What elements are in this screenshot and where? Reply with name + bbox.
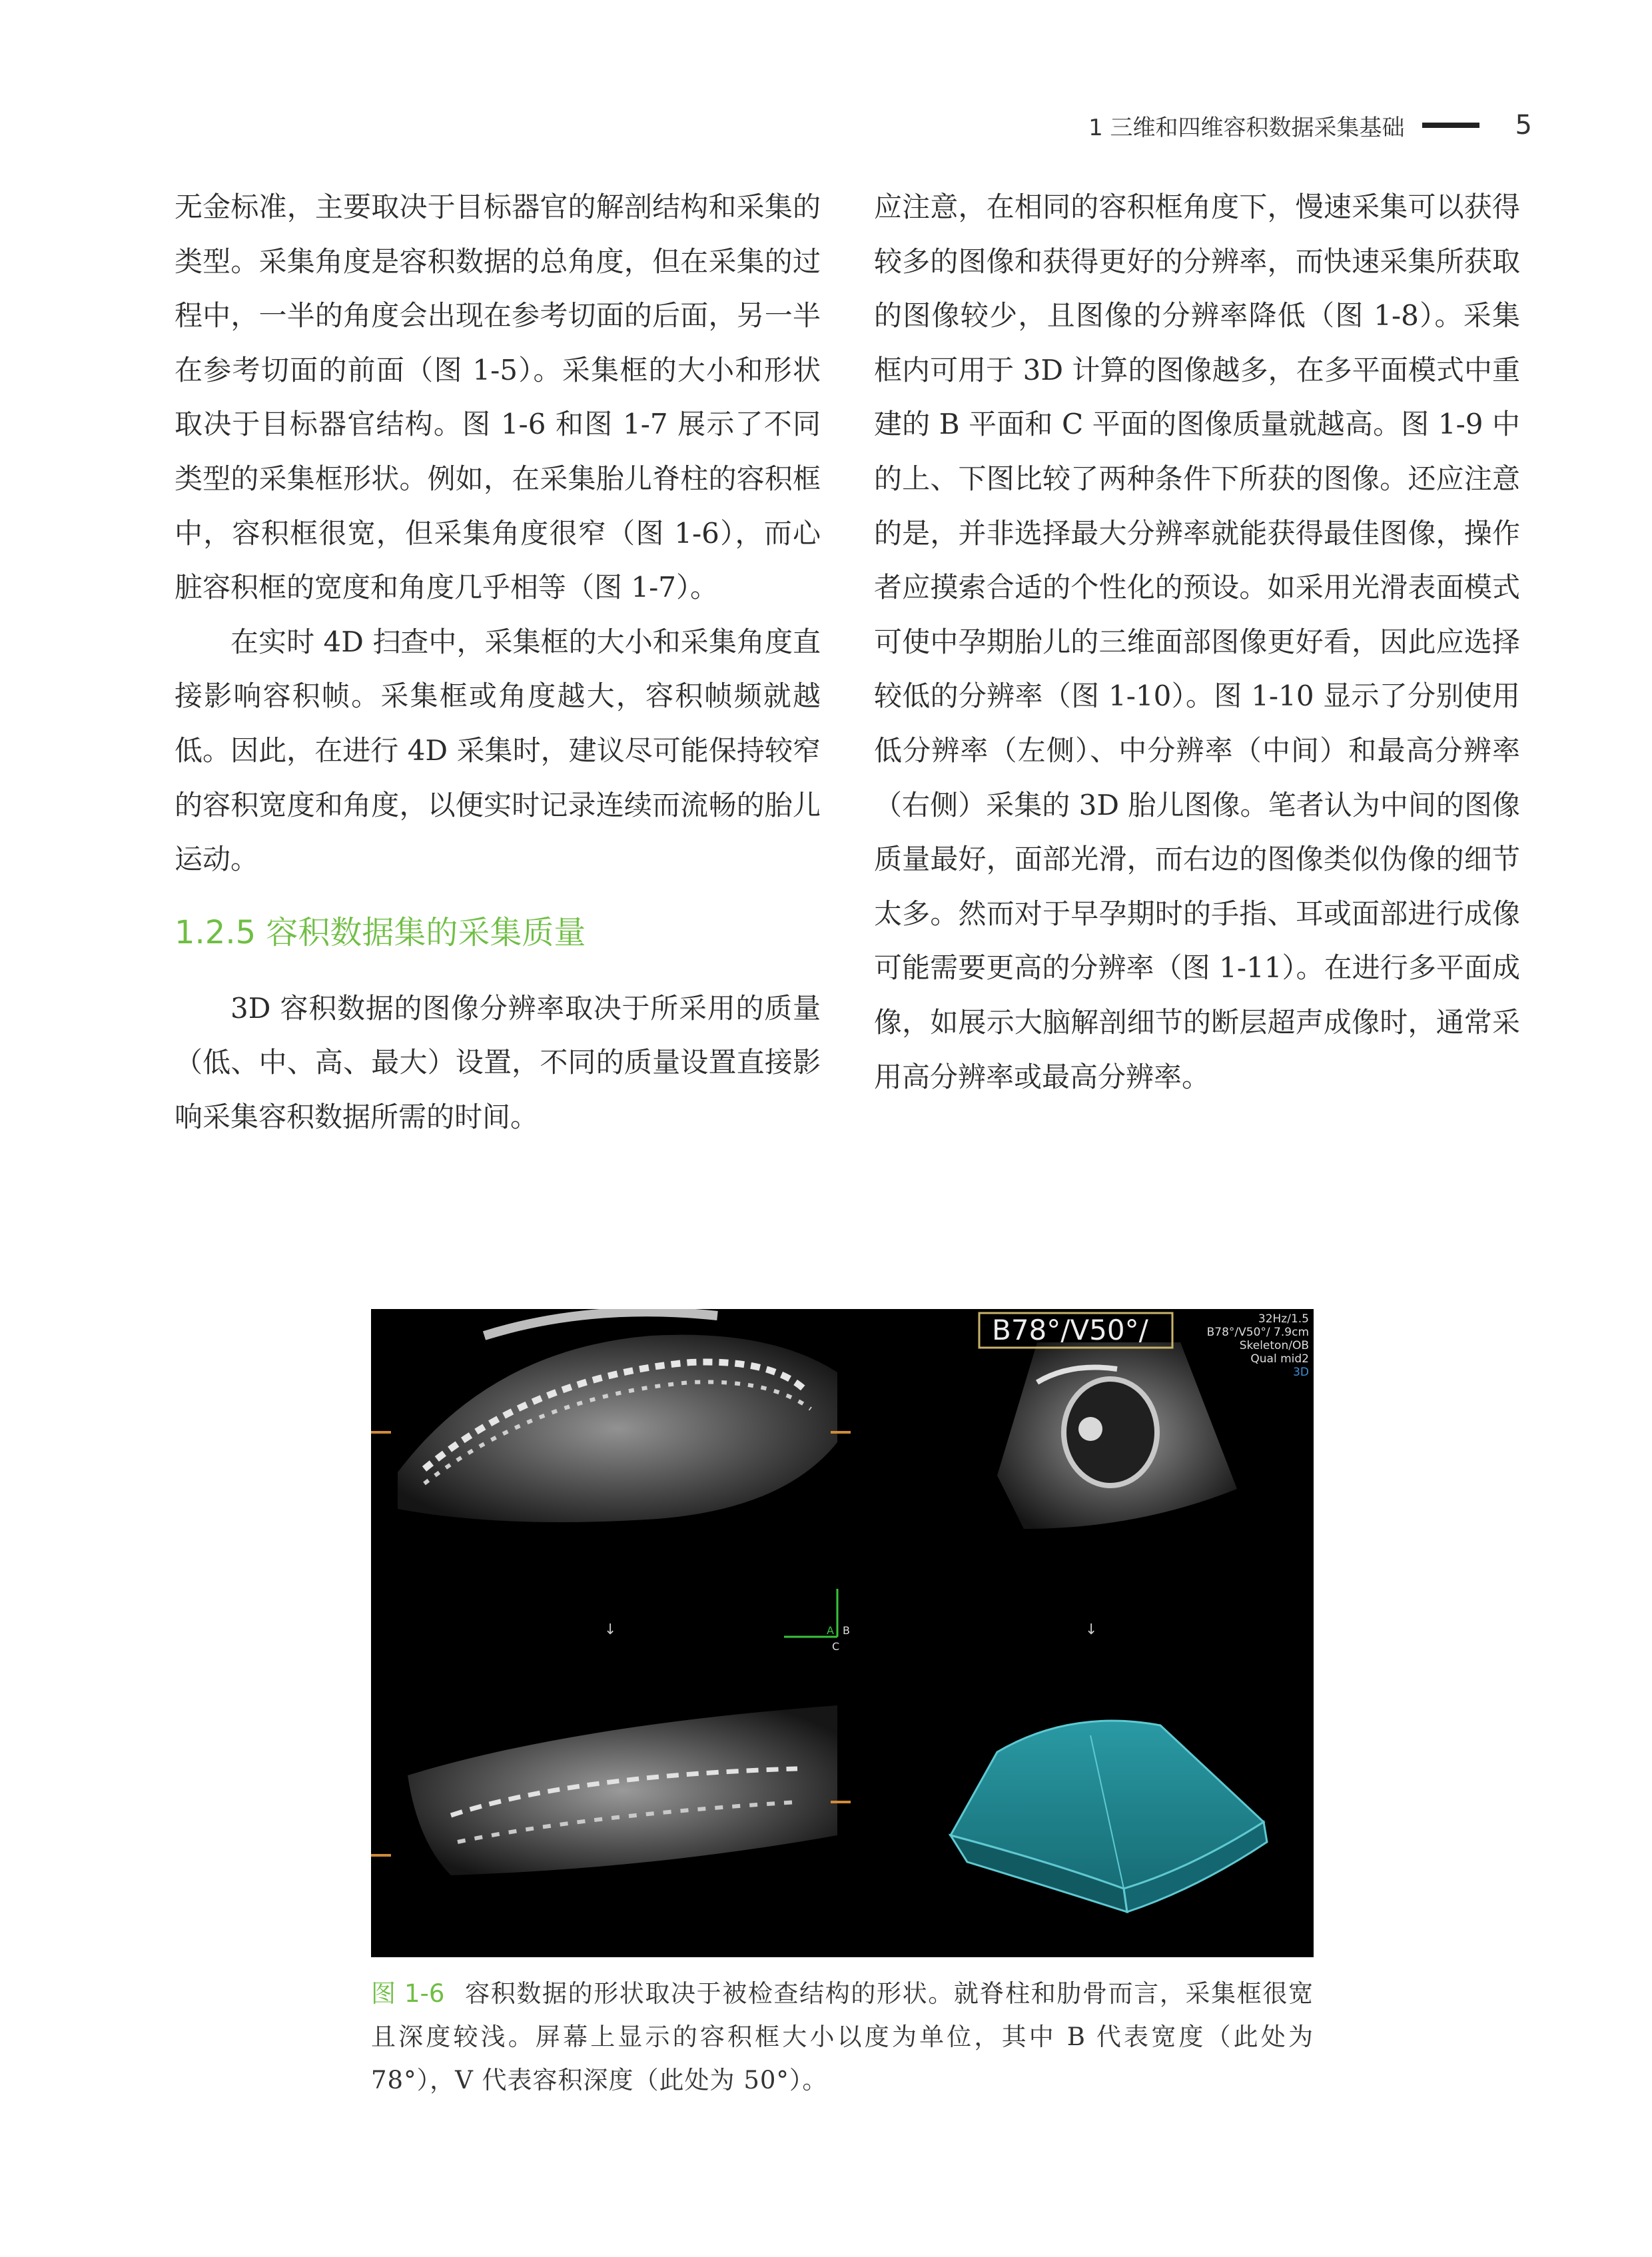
header-rule	[1422, 123, 1479, 128]
left-column	[175, 180, 821, 1144]
info-line: 32Hz/1.5	[1258, 1312, 1309, 1326]
figure-caption	[371, 1972, 1314, 2102]
svg-text:↓: ↓	[1085, 1621, 1098, 1638]
volume-box-label: B78°/V50°/	[992, 1314, 1148, 1346]
right-column	[874, 180, 1520, 1104]
body-paragraph: 应注意，在相同的容积框角度下，慢速采集可以获得较多的图像和获得更好的分辨率，而快速采集所获取的图像较少，且图像的分辨率降低（图 1-8）。采集框内可用于 3D 计算的图像越多，在多平面模式中重建的 B 平面和 C 平面的图像质量就越高。图 1-9 中的上、下图比较了两种条件下所获的图像。还应注意的是，并非选择最大分辨率就能获得最佳图像，操作者应摸索合适的个性化的预设。如采用光滑表面模式可使中孕期胎儿的三维面部图像更好看，因此应选择较低的分辨率（图 1-10）。图 1-10 显示了分别使用低分辨率（左侧）、中分辨率（中间）和最高分辨率（右侧）采集的 3D 胎儿图像。笔者认为中间的图像质量最好，面部光滑，而右边的图像类似伪像的细节太多。然而对于早孕期时的手指、耳或面部进行成像可能需要更高的分辨率（图 1-11）。在进行多平面成像，如展示大脑解剖细节的断层超声成像时，通常采用高分辨率或最高分辨率。	[874, 191, 1520, 1093]
running-head	[999, 105, 1532, 145]
caption-text: 容积数据的形状取决于被检查结构的形状。就脊柱和肋骨而言，采集框很宽且深度较浅。屏幕上显示的容积框大小以度为单位，其中 B 代表宽度（此处为 78°），V 代表容积深度（此处为 50°）。	[371, 1979, 1314, 2094]
section-heading: 1.2.5 容积数据集的采集质量	[175, 913, 586, 951]
info-line: B78°/V50°/ 7.9cm	[1206, 1326, 1309, 1339]
info-line: Qual mid2	[1250, 1352, 1309, 1366]
ultrasound-image	[371, 1309, 1314, 1957]
ultrasound-figure	[371, 1309, 1314, 1957]
body-paragraph: 无金标准，主要取决于目标器官的解剖结构和采集的类型。采集角度是容积数据的总角度，但在采集的过程中，一半的角度会出现在参考切面的后面，另一半在参考切面的前面（图 1-5）。采集框的大小和形状取决于目标器官结构。图 1-6 和图 1-7 展示了不同类型的采集框形状。例如，在采集胎儿脊柱的容积框中，容积框很宽，但采集角度很窄（图 1-6），而心脏容积框的宽度和角度几乎相等（图 1-7）。	[175, 191, 821, 604]
caption-label: 图 1-6	[371, 1979, 445, 2008]
info-line: 3D	[1293, 1366, 1309, 1379]
body-paragraph: 在实时 4D 扫查中，采集框的大小和采集角度直接影响容积帧。采集框或角度越大，容积帧频就越低。因此，在进行 4D 采集时，建议尽可能保持较窄的容积宽度和角度，以便实时记录连续而流畅的胎儿运动。	[175, 625, 821, 876]
body-paragraph: 3D 容积数据的图像分辨率取决于所采用的质量（低、中、高、最大）设置，不同的质量设置直接影响采集容积数据所需的时间。	[175, 991, 821, 1133]
axis-label: C	[832, 1640, 840, 1653]
axis-label: B	[843, 1624, 850, 1637]
svg-text:↓: ↓	[604, 1621, 617, 1638]
chapter-title: 1 三维和四维容积数据采集基础	[1088, 114, 1405, 141]
info-line: Skeleton/OB	[1239, 1339, 1309, 1352]
axis-label: A	[827, 1624, 834, 1637]
page-number: 5	[1515, 110, 1532, 141]
